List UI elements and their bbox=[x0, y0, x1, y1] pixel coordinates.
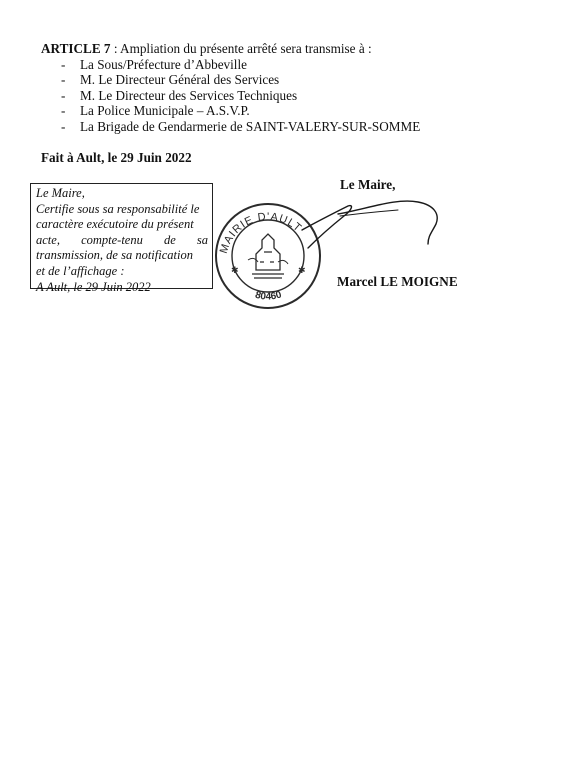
recipient-item: - La Police Municipale – A.S.V.P. bbox=[61, 103, 561, 119]
article-label: ARTICLE 7 bbox=[41, 41, 111, 56]
article-heading bbox=[41, 41, 561, 57]
signer-name: Marcel LE MOIGNE bbox=[337, 274, 458, 289]
recipient-list bbox=[41, 57, 561, 135]
article-text: : Ampliation du présente arrêté sera transmise à : bbox=[110, 41, 372, 56]
svg-text:✱: ✱ bbox=[298, 266, 306, 276]
article-7 bbox=[41, 41, 561, 134]
place-date: Fait à Ault, le 29 Juin 2022 bbox=[41, 150, 192, 165]
cert-line: Le Maire, bbox=[36, 186, 85, 200]
recipient-item: - M. Le Directeur Général des Services bbox=[61, 72, 561, 88]
cert-line: et de l’affichage : bbox=[36, 263, 125, 278]
stamp-top-text: MAIRIE D'AULT bbox=[217, 210, 304, 255]
recipient-item: - La Sous/Préfecture d’Abbeville bbox=[61, 57, 561, 73]
cert-line: A Ault, le 29 Juin 2022 bbox=[36, 279, 151, 294]
signature-title: Le Maire, bbox=[340, 177, 396, 192]
stamp-bottom-text: 80460 bbox=[253, 289, 283, 303]
cert-line: Certifie sous sa responsabilité le bbox=[36, 201, 200, 216]
recipient-item: - La Brigade de Gendarmerie de SAINT-VALERY-SUR-SOMME bbox=[61, 119, 561, 135]
certification-box bbox=[30, 183, 213, 294]
handwritten-signature bbox=[300, 190, 450, 270]
cert-line: caractère exécutoire du présent bbox=[36, 217, 194, 232]
cert-line: acte, compte-tenu de sa bbox=[36, 232, 208, 247]
svg-text:✱: ✱ bbox=[231, 266, 239, 276]
recipient-item: - M. Le Directeur des Services Techniques bbox=[61, 88, 561, 104]
cert-line: transmission, de sa notification bbox=[36, 248, 193, 263]
